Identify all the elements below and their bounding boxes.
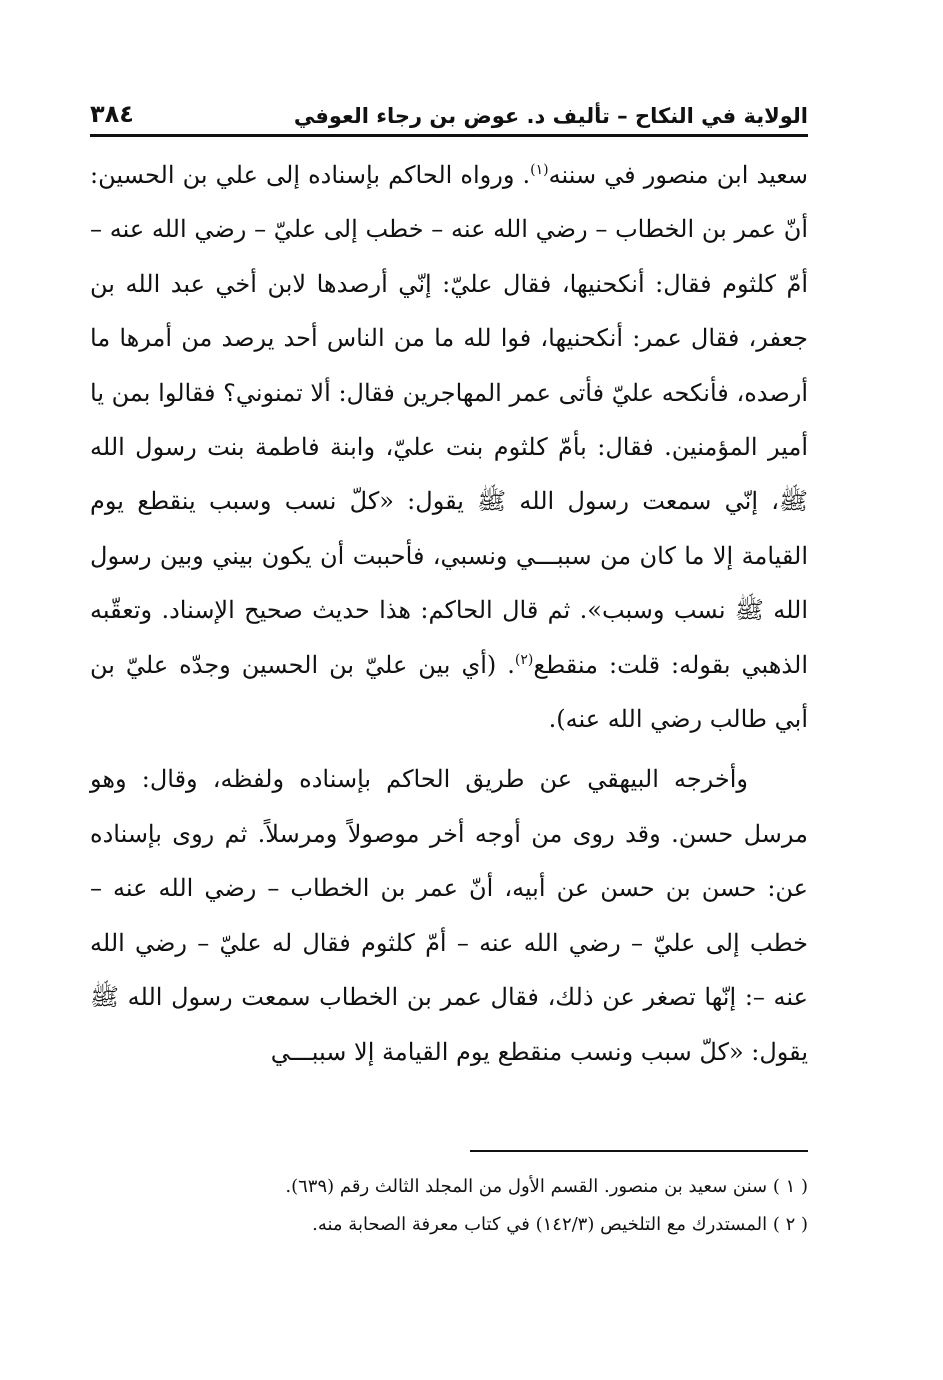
paragraph-1 (90, 148, 808, 746)
page-number: ٣٨٤ (90, 99, 134, 128)
running-header (90, 86, 808, 137)
footnote-ref-1: (١) (530, 162, 549, 178)
footnote-divider (470, 1150, 808, 1152)
footnote-2: ( ٢ ) المستدرك مع التلخيص (١٤٢/٣) في كتاب معرفة الصحابة منه. (312, 1214, 808, 1235)
footnotes (90, 1168, 808, 1244)
paragraph-2: وأخرجه البيهقي عن طريق الحاكم بإسناده ولفظه، وقال: وهو مرسل حسن. وقد روى من أوجه أخر موصولاً ومرسلاً. ثم روى بإسناده عن: حسن بن حسن عن أبيه، أنّ عمر بن الخطاب – رضي الله عنه – خطب إلى عليّ – رضي الله عنه – أمّ كلثوم فقال له عليّ – رضي الله عنه –: إنّها تصغر عن ذلك، فقال عمر بن الخطاب سمعت رسول الله ﷺ يقول: «كلّ سبب ونسب منقطع يوم القيامة إلا سببـــي (90, 765, 808, 1066)
footnote-1: ( ١ ) سنن سعيد بن منصور. القسم الأول من المجلد الثالث رقم (٦٣٩). (285, 1176, 808, 1197)
main-text (90, 148, 808, 1079)
paragraph-1-start: سعيد ابن منصور في سننه (548, 161, 808, 189)
paragraph-1-end: . (أي بين عليّ بن الحسين وجدّه عليّ بن أبي طالب رضي الله عنه). (90, 650, 808, 734)
paragraph-1-middle: . ورواه الحاكم بإسناده إلى علي بن الحسين: أنّ عمر بن الخطاب – رضي الله عنه – خطب إلى عليّ – رضي الله عنه – أمّ كلثوم فقال: أنكحنيها، فقال عليّ: إنّي أرصدها لابن أخي عبد الله بن جعفر، فقال عمر: أنكحنيها، فوا لله ما من الناس أحد يرصد من أمرها ما أرصده، فأنكحه عليّ فأتى عمر المهاجرين فقال: ألا تمنوني؟ فقالوا بمن يا أمير المؤمنين. فقال: بأمّ كلثوم بنت عليّ، وابنة فاطمة بنت رسول الله ﷺ، إنّي سمعت رسول الله ﷺ يقول: «كلّ نسب وسبب ينقطع يوم القيامة إلا ما كان من سببـــي ونسبي، فأحببت أن يكون بيني وبين رسول الله ﷺ نسب وسبب». ثم قال الحاكم: هذا حديث صحيح الإسناد. وتعقّبه الذهبي بقوله: قلت: منقطع (90, 161, 808, 679)
footnote-ref-2: (٢) (514, 651, 534, 668)
header-title: الولاية في النكاح – تأليف د. عوض بن رجاء العوفي (293, 103, 808, 128)
